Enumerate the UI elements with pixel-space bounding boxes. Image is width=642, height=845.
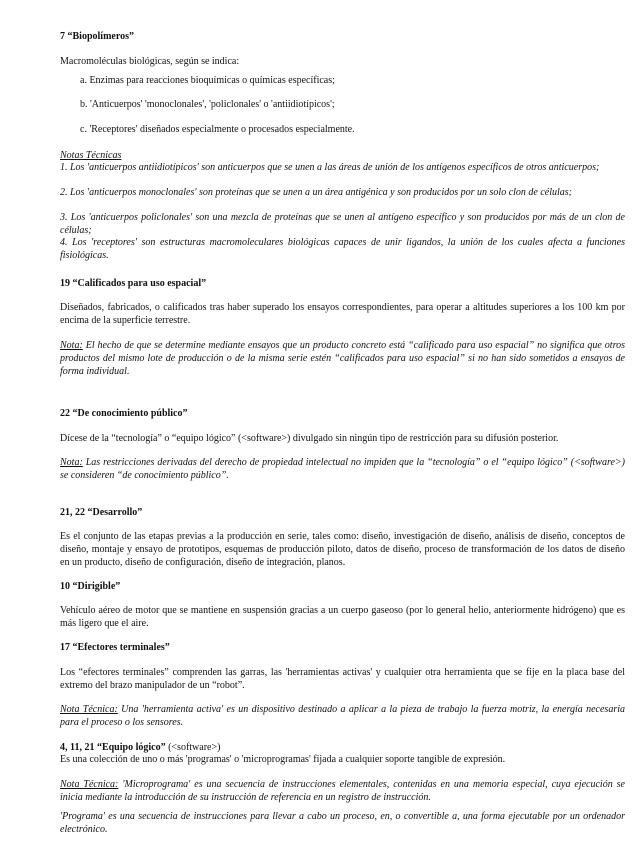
section-note xyxy=(60,703,625,729)
section-heading-calificados: 19 “Calificados para uso espacial” xyxy=(60,278,207,289)
section-body: Los “efectores terminales” comprenden las garras, las 'herramientas activas' y cualquier otra herramienta que se fije en la placa base del extremo del brazo manipulador de un “robot”. xyxy=(60,667,625,691)
technical-note: 3. Los 'anticuerpos policlonales' son una mezcla de proteínas que se unen al antígeno específico y son producidos por más de un clon de células; xyxy=(60,212,625,236)
section-heading-dirigible: 10 “Dirigible” xyxy=(60,581,121,592)
list-item: b. 'Anticuerpos' 'monoclonales', 'policlonales' o 'antiidiotípicos'; xyxy=(80,99,335,110)
section-heading-conocimiento-publico: 22 “De conocimiento público” xyxy=(60,408,188,419)
technical-note: 4. Los 'receptores' son estructuras macromoleculares biológicas capaces de unir ligandos, la unión de los cuales afecta a funciones fisiológicas. xyxy=(60,237,625,261)
section-body: Dícese de la “tecnología” o “equipo lógico” (<software>) divulgado sin ningún tipo de restricción para su difusión posterior. xyxy=(60,433,559,444)
technical-note: 2. Los 'anticuerpos monoclonales' son proteínas que se unen a un área antigénica y son producidos por un solo clon de células; xyxy=(60,187,573,198)
note-label: Nota: xyxy=(60,457,83,468)
section-body: Diseñados, fabricados, o calificados tras haber superado los ensayos correspondientes, para operar a altitudes superiores a los 100 km por encima de la superficie terrestre. xyxy=(60,302,625,326)
section-heading-biopolimeros: 7 “Biopolímeros” xyxy=(60,31,134,42)
section-body: Es una colección de uno o más 'programas' o 'microprogramas' fijada a cualquier soporte tangible de expresión. xyxy=(60,754,506,765)
technical-note: 1. Los 'anticuerpos antiidiotípicos' son anticuerpos que se unen a las áreas de unión de los antígenos específicos de otros anticuerpos; xyxy=(60,162,600,173)
section-heading-desarrollo: 21, 22 “Desarrollo” xyxy=(60,507,143,518)
note-text: 'Microprograma' es una secuencia de instrucciones elementales, contenidas en una memoria especial, cuya ejecución se inicia mediante la introducción de su instrucción de referencia en un registro de instrucción. xyxy=(60,779,625,803)
section-extra-note: 'Programa' es una secuencia de instrucciones para llevar a cabo un proceso, en, o convertible a, una forma ejecutable por un ordenador electrónico. xyxy=(60,811,625,835)
note-text: Las restricciones derivadas del derecho de propiedad intelectual no impiden que la “tecnología” o el “equipo lógico” (<software>) se consideren “de conocimiento público”. xyxy=(60,457,625,481)
note-text: Una 'herramienta activa' es un dispositivo destinado a aplicar a la pieza de trabajo la fuerza motriz, la energía necesaria para el proceso o los sensores. xyxy=(60,704,625,728)
section-body: Vehículo aéreo de motor que se mantiene en suspensión gracias a un cuerpo gaseoso (por lo general helio, anteriormente hidrógeno) que es más ligero que el aire. xyxy=(60,605,625,629)
section-note xyxy=(60,339,625,378)
section-intro: Macromoléculas biológicas, según se indica: xyxy=(60,56,240,67)
section-heading-efectores: 17 “Efectores terminales” xyxy=(60,642,170,653)
section-body: Es el conjunto de las etapas previas a la producción en serie, tales como: diseño, investigación de diseño, análisis de diseño, conceptos de diseño, montaje y ensayo de prototipos, esquemas de producción piloto, datos de diseño, proceso de transformación de los datos de diseño en un producto, diseño de configuración, diseño de integración, planos. xyxy=(60,531,625,568)
heading-text: 4, 11, 21 “Equipo lógico” xyxy=(60,742,166,753)
list-item: a. Enzimas para reacciones bioquímicas o químicas específicas; xyxy=(80,75,335,86)
section-note xyxy=(60,778,625,804)
note-label: Nota Técnica: xyxy=(60,704,118,715)
section-note xyxy=(60,456,625,482)
heading-suffix: (<software>) xyxy=(165,742,221,753)
note-text: El hecho de que se determine mediante ensayos que un producto concreto está “calificado para uso espacial” no significa que otros productos del mismo lote de producción o de la misma serie estén “calificados para uso espacial” si no han sido sometidos a ensayos de forma individual. xyxy=(60,340,625,377)
notes-title: Notas Técnicas xyxy=(60,150,122,161)
note-label: Nota: xyxy=(60,340,83,351)
note-label: Nota Técnica: xyxy=(60,779,119,790)
list-item: c. 'Receptores' diseñados especialmente o procesados especialmente. xyxy=(80,124,355,135)
